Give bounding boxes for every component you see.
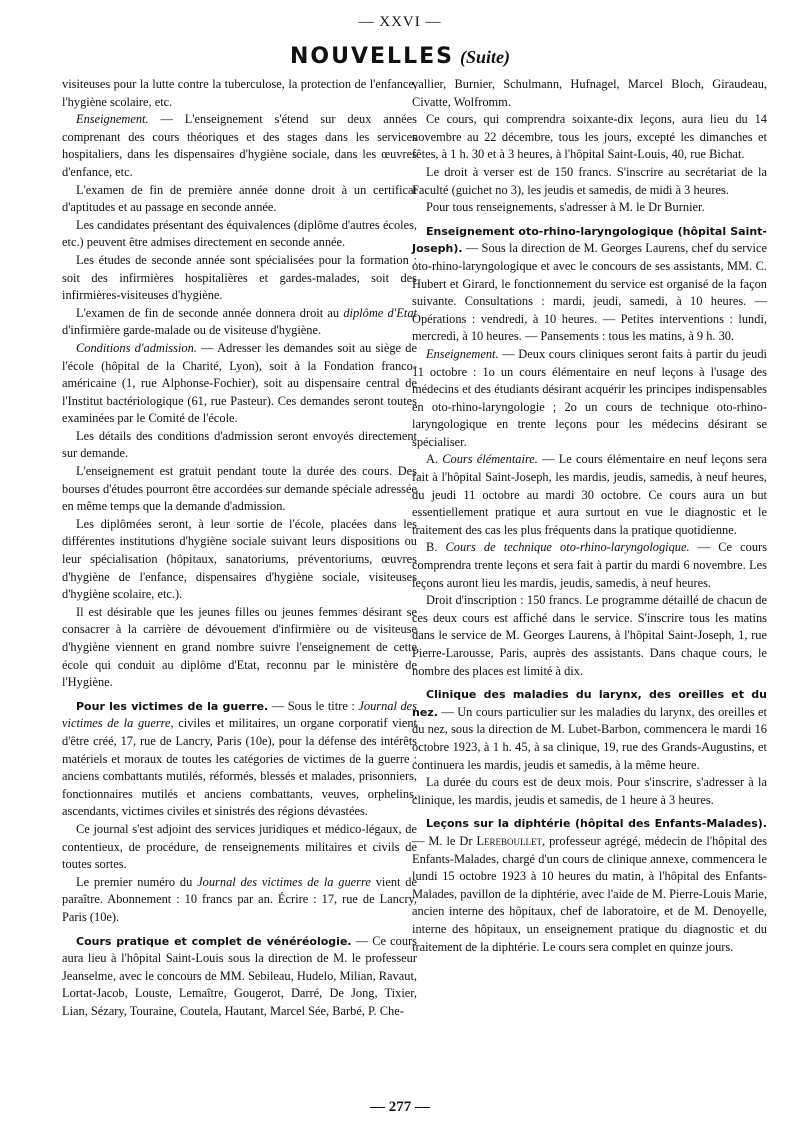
paragraph-text: — Un cours particulier sur les maladies du larynx, des oreilles et du nez, sous la direction de M. Lubet-Barbon, commencera le mardi 16 octobre 1923, à 1 h. 45, à sa clinique, 19, rue des Grands-Augustins, et continuera les mardis, jeudis et samedis, à la même heure. — [412, 704, 767, 772]
paragraph — [62, 874, 417, 927]
paragraph: Droit d'inscription : 150 francs. Le programme détaillé de chacun de ces deux cours est affiché dans le service. S'inscrire tous les matins dans le service de M. Georges Laurens, à l'hôpital Saint-Joseph, 1, rue Pierre-Larousse, Paris, auprès des assistants. Dans chaque cours, le nombre des places est limité à dix. — [412, 593, 767, 678]
paragraph: L'enseignement est gratuit pendant toute la durée des cours. Des bourses d'études pourront être accordées sur demande spéciale adressée en même temps que la demande d'admission. — [62, 464, 417, 514]
paragraph: Les candidates présentant des équivalences (diplôme d'autres écoles, etc.) peuvent être admises directement en seconde année. — [62, 217, 417, 250]
emphasis: Cours élémentaire. — [442, 452, 538, 467]
paragraph-text: — M. le Dr — [412, 833, 477, 848]
paragraph-text: — Sous le titre : — [268, 698, 359, 713]
news-item-oto — [412, 223, 767, 346]
emphasis: Cours de technique oto-rhino-laryngologique. — [445, 540, 690, 555]
emphasis: diplôme d'Etat — [343, 305, 417, 320]
news-item-victimes — [62, 698, 417, 821]
section-title — [0, 44, 800, 69]
paragraph — [412, 539, 767, 592]
paragraph: visiteuses pour la lutte contre la tuberculose, la protection de l'enfance, l'hygiène scolaire, etc. — [62, 77, 417, 109]
news-item-venereologie — [62, 933, 417, 1021]
left-column — [62, 76, 417, 1020]
paragraph-text: L'examen de fin de seconde année donnera droit au — [76, 305, 344, 320]
paragraph-text: vient de paraître. Abonnement : 10 francs par an. Écrire : 17, rue de Lancry, Paris (10e). — [62, 874, 418, 924]
right-column — [412, 76, 767, 956]
paragraph: Les détails des conditions d'admission seront envoyés directement sur demande. — [62, 428, 417, 461]
emphasis: Journal des victimes de la guerre — [197, 874, 371, 889]
paragraph-text: — Sous la direction de M. Georges Laurens, chef du service oto-rhino-laryngologique et avec le concours de ses assistants, MM. C. Hubert et Girard, le fonctionnement du service est organisé de la façon suivante. Consultations : mardi, jeudi, samedi, à 10 heures. — Opérations : vendredi, à 10 heures. — Petites interventions : lundi, mercredi, à 10 heures. — Pansements : tous les matins, à 9 h. 30. — [412, 241, 767, 344]
paragraph: Les études de seconde année sont spécialisées pour la formation : soit des infirmières hospitalières et gardes-malades, soit des infirmières-visiteuses d'hygiène. — [62, 252, 417, 303]
paragraph: Ce journal s'est adjoint des services juridiques et médico-légaux, de contentieux, de procédure, de renseignements militaires et civils de toutes sortes. — [62, 821, 417, 872]
paragraph — [62, 340, 417, 428]
paragraph-text: A. — [426, 452, 443, 467]
paragraph-label: Conditions d'admission. — [76, 340, 197, 355]
paragraph-text: — Le cours élémentaire en neuf leçons sera fait à l'hôpital Saint-Joseph, les mardis, jeudis, samedis, à neuf heures, du jeudi 11 octobre au mardi 30 octobre. Ce cours aura un but essentiellement pratique et aura surtout en vue le diagnostic et le traitement des cas les plus fréquents dans la pratique quotidienne. — [412, 452, 767, 537]
paragraph — [62, 305, 417, 340]
news-heading: Cours pratique et complet de vénéréologie. — [76, 934, 352, 948]
paragraph — [412, 451, 767, 539]
paragraph-text: — Ce cours comprendra trente leçons et sera fait à partir du mardi 6 novembre. Les leçons auront lieu les mardis, jeudis, samedis, à neuf heures. — [412, 540, 767, 590]
paragraph: Ce cours, qui comprendra soixante-dix leçons, aura lieu du 14 novembre au 22 décembre, tous les jours, excepté les dimanches et fêtes, à 1 h. 30 et à 3 heures, à l'hôpital Saint-Louis, 40, rue Bichat. — [412, 112, 767, 162]
paragraph: L'examen de fin de première année donne droit à un certificat d'aptitudes et au passage en seconde année. — [62, 182, 417, 215]
paragraph — [62, 111, 417, 181]
paragraph-text: , professeur agrégé, médecin de l'hôpital des Enfants-Malades, chargé d'un cours de clinique annexe, commencera le lundi 15 octobre 1923 à 10 heures du matin, à l'hôpital des Enfants-Malades, pavillon de la diphtérie, avec l'aide de M. Pierre-Louis Marie, ancien interne des hôpitaux, chef de laboratoire, et de M. Denoyelle, interne des hôpitaux, un enseignement pratique du diagnostic et du traitement de la diphtérie. Le cours sera complet en quinze jours. — [412, 833, 767, 954]
paragraph: Il est désirable que les jeunes filles ou jeunes femmes désirant se consacrer à la carrière de dévouement d'infirmière ou de visiteuse d'hygiène viennent en grand nombre suivre l'enseignement de cette école qui conduit au diplôme d'Etat, reconnu par le ministère de l'Hygiène. — [62, 604, 417, 690]
paragraph-text: B. — [426, 540, 446, 555]
paragraph: vallier, Burnier, Schulmann, Hufnagel, Marcel Bloch, Giraudeau, Civatte, Wolfromm. — [412, 77, 767, 109]
page-header-roman: — XXVI — — [358, 14, 442, 30]
paragraph-text: Le premier numéro du — [76, 874, 198, 889]
section-title-suite: (Suite) — [459, 47, 510, 67]
paragraph-label: Enseignement. — [76, 112, 149, 127]
section-title-text: NOUVELLES — [290, 44, 454, 69]
paragraph-text: — Ce cours aura lieu à l'hôpital Saint-Louis sous la direction de M. le professeur Jeanselme, avec le concours de MM. Sebileau, Hudelo, Milian, Ravaut, Lortat-Jacob, Louste, Lemaître, Gougerot, Darré, De Jong, Tixier, Lian, Sézary, Touraine, Coutela, Hautant, Marcel Sée, Barbé, P. Che- — [62, 933, 417, 1018]
news-heading: Pour les victimes de la guerre. — [76, 699, 269, 713]
paragraph-text: d'infirmière garde-malade ou de visiteuse d'hygiène. — [62, 323, 322, 338]
paragraph-text: — Adresser les demandes soit au siège de l'école (hôpital de la Charité, Lyon), soit à la Fondation franco-américaine (1, rue Alphonse-Fochier), soit au dispensaire central de l'Institut bactériologique (61, rue Pasteur). Ces demandes seront toutes examinées par le Comité de l'école. — [62, 340, 417, 426]
paragraph — [412, 346, 767, 452]
paragraph: La durée du cours est de deux mois. Pour s'inscrire, s'adresser à la clinique, les mardis, jeudis et samedis, de 1 heure à 3 heures. — [412, 775, 767, 807]
paragraph-text: — L'enseignement s'étend sur deux années comprenant des cours théoriques et des stages dans les services hospitaliers, dans les dispensaires d'hygiène sociale, dans les œuvres d'enfance, etc. — [62, 112, 417, 179]
emphasis: Journal des victimes de la guerre, — [62, 698, 417, 731]
paragraph: Le droit à verser est de 150 francs. S'inscrire au secrétariat de la Faculté (guichet no 3), les jeudis et samedis, de midi à 3 heures. — [412, 164, 767, 197]
paragraph-text: — Deux cours cliniques seront faits à partir du jeudi 11 octobre : 1o un cours élémentaire en neuf leçons à l'usage des médecins et des étudiants désirant acquérir les principes indispensables en oto-rhino-laryngologie ; 2o un cours de technique oto-rhino-laryngologique en trente leçons pour les médecins désirant se spécialiser. — [412, 346, 767, 449]
news-heading: Enseignement oto-rhino-laryngologique (hôpital Saint-Joseph). — [412, 224, 767, 256]
paragraph: Pour tous renseignements, s'adresser à M. le Dr Burnier. — [426, 200, 705, 215]
paragraph-text: civiles et militaires, un organe corporatif vient d'être créé, 17, rue de Lancry, Paris (10e), pour la défense des intérêts matériels et moraux de toutes les catégories de victimes de la guerre : anciens combattants mutilés, réformés, blessés et malades, prisonniers, fonctionnaires mutilés et anciens combattants, veuves, orphelins, ascendants, victimes civiles et sinistrés des régions dévastées. — [62, 716, 417, 819]
news-heading: Clinique des maladies du larynx, des oreilles et du nez. — [412, 688, 767, 719]
news-heading: Leçons sur la diphtérie (hôpital des Enfants-Malades). — [426, 817, 767, 831]
paragraph-label: Enseignement. — [426, 346, 499, 361]
news-item-diphterie — [412, 815, 767, 956]
paragraph: Les diplômées seront, à leur sortie de l'école, placées dans les différentes institutions d'hygiène sociale suivant leurs dispositions ou leur spécialisation (hôpitaux, sanatoriums, préventoriums, œuvres d'hygiène de l'enfance, dispensaires d'hygiène sociale, visiteuses d'hygiène scolaire, etc.). — [62, 516, 417, 602]
news-item-larynx — [412, 686, 767, 774]
page-number: — 277 — — [370, 1099, 430, 1115]
person-name: Lereboullet — [476, 833, 543, 848]
